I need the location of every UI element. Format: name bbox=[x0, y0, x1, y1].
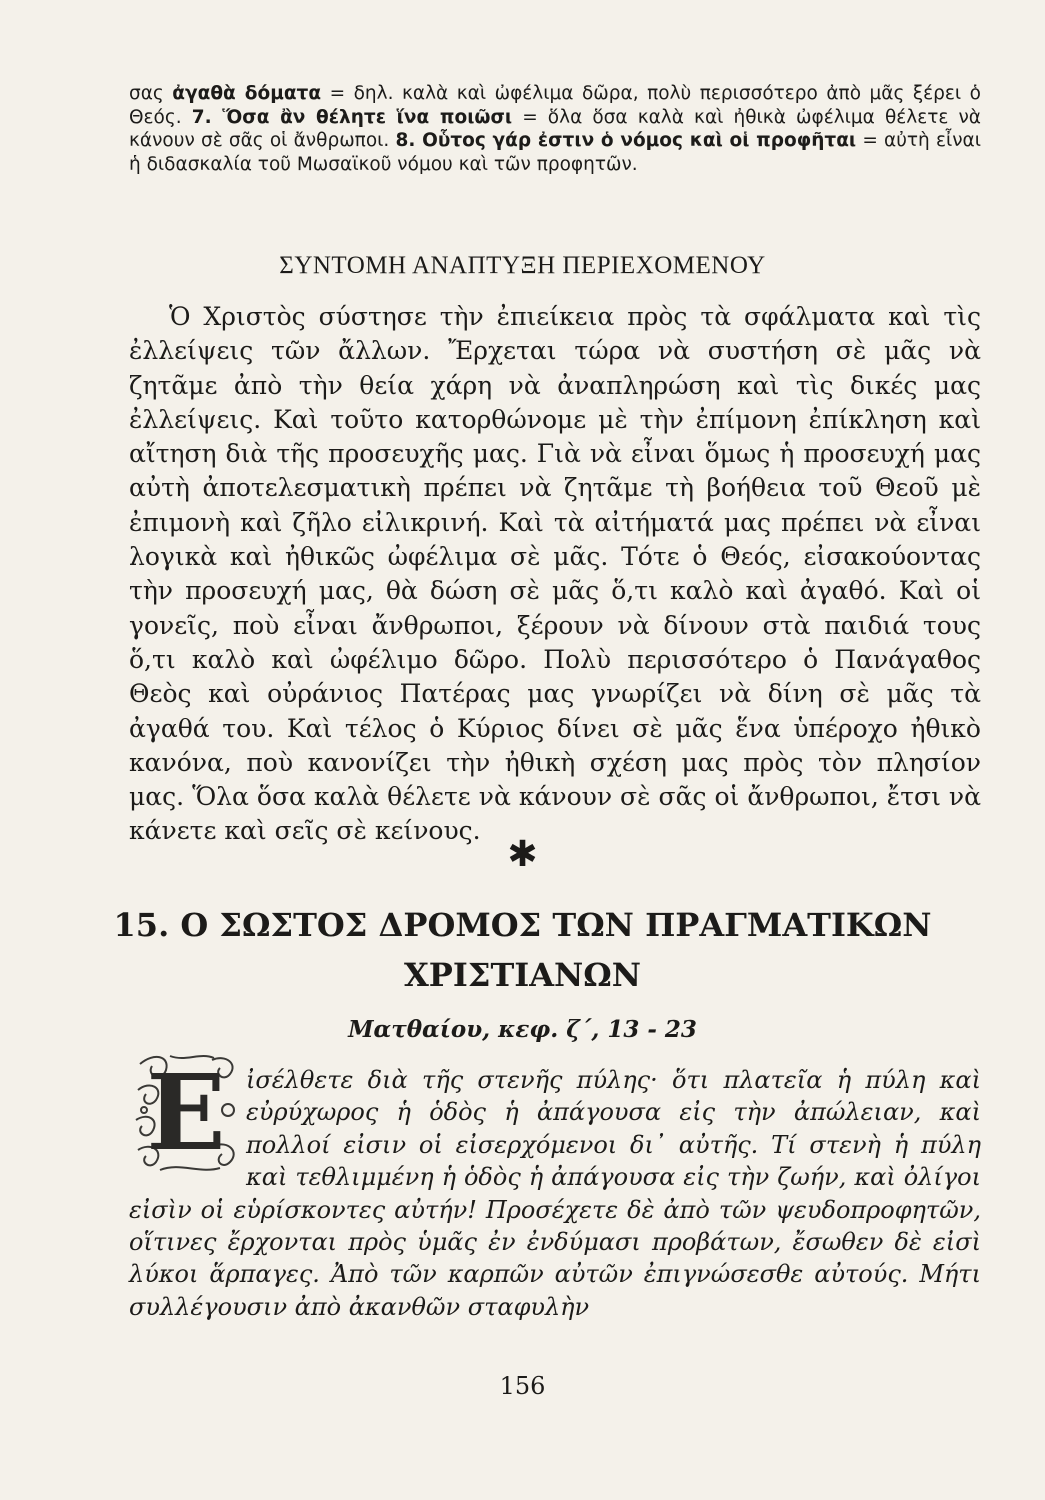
chapter-title-line-1: 15. Ο ΣΩΣΤΟΣ ΔΡΟΜΟΣ ΤΩΝ ΠΡΑΓΜΑΤΙΚΩΝ bbox=[113, 906, 932, 944]
summary-heading: ΣΥΝΤΟΜΗ ΑΝΑΠΤΥΞΗ ΠΕΡΙΕΧΟΜΕΝΟΥ bbox=[279, 252, 766, 279]
summary-body bbox=[129, 300, 981, 849]
scripture-text: ἰσέλθετε διὰ τῆς στενῆς πύλης· ὅτι πλατεῖα ἡ πύλη καὶ εὐρύχωρος ἡ ὁδὸς ἡ ἀπάγουσα εἰς τὴν ἀπώλειαν, καὶ πολλοί εἰσιν οἱ εἰσερχόμενοι δι᾽ αὐτῆς. Τί στενὴ ἡ πύλη καὶ τεθλιμμένη ἡ ὁδὸς ἡ ἀπάγουσα εἰς τὴν ζωήν, καὶ ὀλίγοι εἰσὶν οἱ εὑρίσκοντες αὐτήν! Προσέχετε δὲ ἀπὸ τῶν ψευδοπροφητῶν, οἵτινες ἔρχονται πρὸς ὑμᾶς ἐν ἐνδύμασι προβάτων, ἔσωθεν δὲ εἰσὶ λύκοι ἅρπαγες. Ἀπὸ τῶν καρπῶν αὐτῶν ἐπιγνώσεσθε αὐτούς. Μήτι συλλέγουσιν ἀπὸ ἀκανθῶν σταφυλὴν bbox=[129, 1066, 981, 1321]
notes-text-3: = ὅλα ὅσα καλὰ καὶ ἠθικὰ ὠφέλιμα θέλετε νὰ κάνουν σὲ σᾶς οἱ ἄνθρωποι. bbox=[129, 106, 981, 151]
notes-text-2: = δηλ. καλὰ καὶ ὠφέλιμα δῶρα, πολὺ περισσότερο ἀπὸ μᾶς ξέρει ὁ Θεός. bbox=[129, 83, 981, 128]
notes-term-1: ἀγαθὰ δόματα bbox=[172, 83, 322, 104]
chapter-title bbox=[0, 900, 1045, 1000]
notes-term-3: 8. Οὗτος γάρ ἐστιν ὁ νόμος καὶ οἱ προφῆται bbox=[395, 130, 857, 151]
dropcap-letter: Ε bbox=[146, 1051, 226, 1174]
notes-text-1: σας bbox=[129, 83, 173, 104]
scripture-passage bbox=[129, 1064, 981, 1323]
summary-paragraph: Ὁ Χριστὸς σύστησε τὴν ἐπιείκεια πρὸς τὰ σφάλματα καὶ τὶς ἐλλείψεις τῶν ἄλλων. Ἔρχεται τώρα νὰ συστήση σὲ μᾶς νὰ ζητᾶμε ἀπὸ τὴν θεία χάρη νὰ ἀναπληρώση καὶ τὶς δικές μας ἐλλείψεις. Καὶ τοῦτο κατορθώνομε μὲ τὴν ἐπίμονη ἐπίκληση καὶ αἴτηση διὰ τῆς προσευχῆς μας. Γιὰ νὰ εἶναι ὅμως ἡ προσευχή μας αὐτὴ ἀποτελεσματικὴ πρέπει νὰ ζητᾶμε τὴ βοήθεια τοῦ Θεοῦ μὲ ἐπιμονὴ καὶ ζῆλο εἰλικρινή. Καὶ τὰ αἰτήματά μας πρέπει νὰ εἶναι λογικὰ καὶ ἠθικῶς ὠφέλιμα σὲ μᾶς. Τότε ὁ Θεός, εἰσακούοντας τὴν προσευχή μας, θὰ δώση σὲ μᾶς ὅ,τι καλὸ καὶ ἀγαθό. Καὶ οἱ γονεῖς, ποὺ εἶναι ἄνθρωποι, ξέρουν νὰ δίνουν στὰ παιδιά τους ὅ,τι καλὸ καὶ ὠφέλιμο δῶρο. Πολὺ περισσότερο ὁ Πανάγαθος Θεὸς καὶ οὐράνιος Πατέρας μας γνωρίζει νὰ δίνη σὲ μᾶς τὰ ἀγαθά του. Καὶ τέλος ὁ Κύριος δίνει σὲ μᾶς ἕνα ὑπέροχο ἠθικὸ κανόνα, ποὺ κανονίζει τὴν ἠθικὴ σχέση μας πρὸς τὸν πλησίον μας. Ὅλα ὅσα καλὰ θέλετε νὰ κάνουν σὲ σᾶς οἱ ἄνθρωποι, ἔτσι νὰ κάνετε καὶ σεῖς σὲ κείνους. bbox=[129, 302, 981, 846]
chapter-title-line-2: ΧΡΙΣΤΙΑΝΩΝ bbox=[403, 956, 642, 994]
notes-text-4: = αὐτὴ εἶναι ἡ διδασκαλία τοῦ Μωσαϊκοῦ νόμου καὶ τῶν προφητῶν. bbox=[129, 130, 981, 175]
notes-term-2: 7. Ὅσα ἂν θέλητε ἵνα ποιῶσι bbox=[191, 106, 513, 128]
chapter-reference: Ματθαίου, κεφ. ζ΄, 13 - 23 bbox=[348, 1016, 697, 1043]
asterisk-divider: ✱ bbox=[507, 834, 538, 875]
verse-notes bbox=[129, 82, 981, 176]
page-number: 156 bbox=[499, 1372, 546, 1400]
